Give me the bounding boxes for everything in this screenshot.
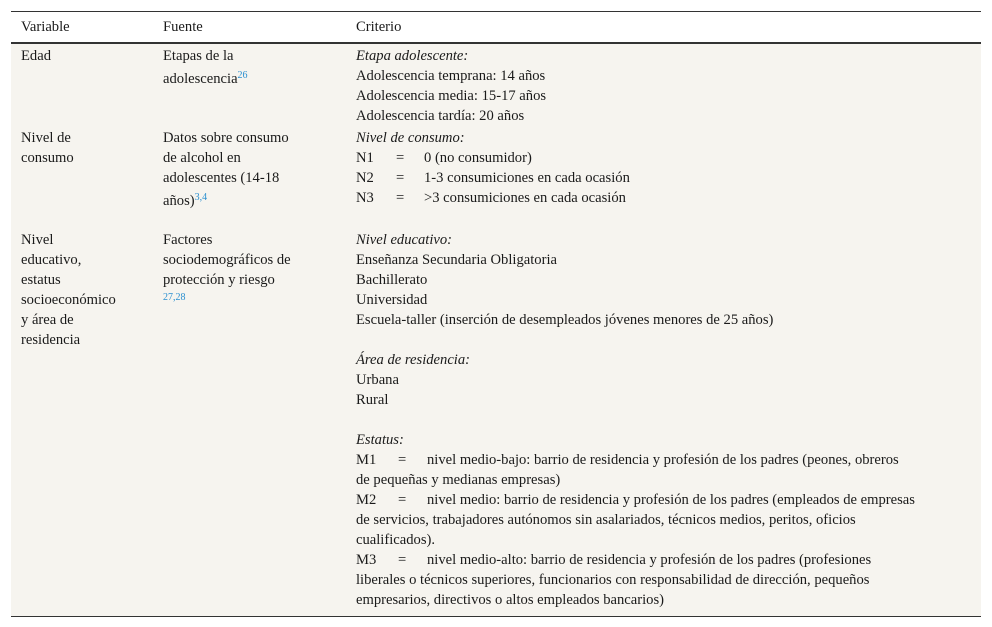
data-table bbox=[11, 11, 981, 617]
row-estatus-variable: Nivel educativo, estatus socioeconómico y área de residencia bbox=[21, 232, 116, 348]
status-m2: M2 = nivel medio: barrio de residencia y profesión de los padres (empleados de empresas bbox=[356, 492, 915, 508]
row-estatus-criterio: Nivel educativo: Enseñanza Secundaria Obligatoria Bachillerato Universidad Escuela-taller (inserción de desempleados jóvenes menores de 25 años) Área de residencia: Urbana Rural Estatus: M1 = nivel medio-bajo: barrio de residencia y profesión de los padres (peones, obreros de pequeñas y medianas empresas) M2 = nivel medio: barrio de residencia y profesión de los padres (empleados de empresas de servicios, trabajadores autónomos sin asalariados, técnicos medios, peritos, oficios cualificados). M3 = nivel medio-alto: barrio de residencia y profesión de los padres (profesiones liberales o técnicos superiores, funcionarios con responsabilidad de dirección, pequeños empresarios, directivos o altos empleados bancarios) bbox=[356, 232, 915, 608]
row-estatus-fuente: Factores sociodemográficos de protección y riesgo 27,28 bbox=[163, 232, 291, 303]
level-n3: N3 = >3 consumiciones en cada ocasión bbox=[356, 190, 626, 206]
row-edad-criterio: Etapa adolescente: Adolescencia temprana: 14 años Adolescencia media: 15-17 años Adolescencia tardía: 20 años bbox=[356, 48, 547, 124]
row-edad-fuente: Etapas de la adolescencia$^{26}$ bbox=[163, 48, 248, 87]
row-consumo-criterio: Nivel de consumo: N1 = 0 (no consumidor) N2 = 1-3 consumiciones en cada ocasión N3 = >3 consumiciones en cada ocasión bbox=[356, 130, 630, 206]
level-n2: N2 = 1-3 consumiciones en cada ocasión bbox=[356, 170, 630, 186]
header-fuente: Fuente bbox=[163, 19, 203, 35]
status-m1: M1 = nivel medio-bajo: barrio de residencia y profesión de los padres (peones, obreros bbox=[356, 452, 899, 468]
header-variable: Variable bbox=[21, 19, 70, 35]
status-m3: M3 = nivel medio-alto: barrio de residencia y profesión de los padres (profesiones bbox=[356, 552, 872, 568]
level-n1: N1 = 0 (no consumidor) bbox=[356, 150, 532, 166]
reference-link-27-28[interactable]: 27,28 bbox=[163, 292, 186, 303]
header-criterio: Criterio bbox=[356, 19, 402, 35]
row-edad-variable: Edad bbox=[21, 48, 51, 64]
table-header bbox=[11, 12, 981, 44]
reference-link-26[interactable]: 26 bbox=[237, 70, 248, 81]
reference-link-3-4[interactable]: 3,4 bbox=[194, 192, 208, 203]
row-consumo-variable: Nivel de consumo bbox=[21, 130, 74, 166]
row-consumo-fuente: Datos sobre consumo de alcohol en adolescentes (14-18 años)$^{3,4}$ bbox=[163, 130, 289, 209]
